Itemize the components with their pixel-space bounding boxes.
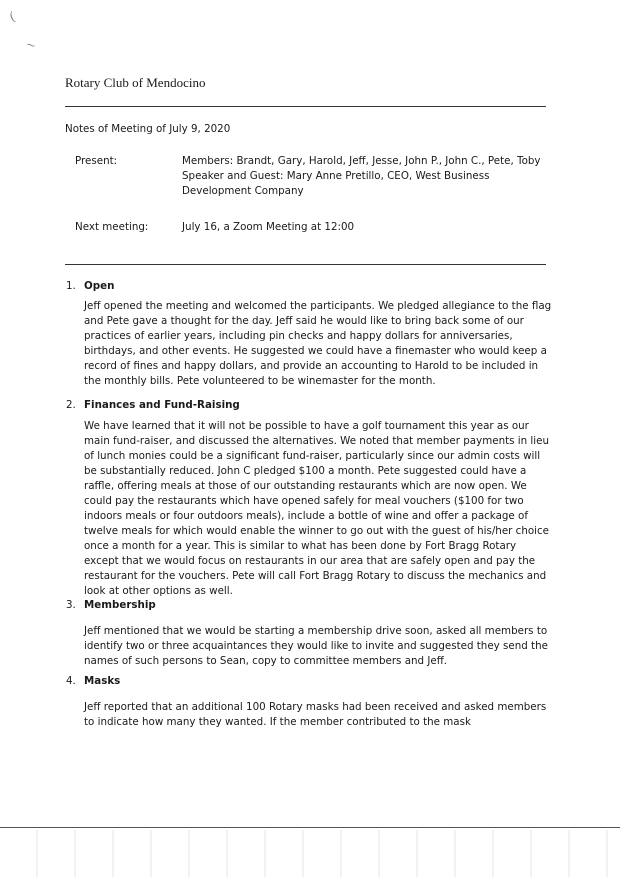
present-list: [182, 154, 542, 199]
section-number: 1.: [66, 280, 76, 292]
section-body: We have learned that it will not be possible to have a golf tournament this year as our main fund-raiser, and discussed the alternatives. We noted that member payments in lieu of lunch monies could be a significant fund-raiser, particularly since our admin costs will be substantially reduced. John C pledged $100 a month. Pete suggested could have a raffle, offering meals at those of our outstanding restaurants which are now open. We could pay the restaurants which have opened safely for meal vouchers ($100 for two indoors meals or four outdoors meals), include a bottle of wine and offer a package of twelve meals for which would enable the winner to go out with the guest of his/her choice once a month for a year. This is similar to what has been done by Fort Bragg Rotary except that we would focus on restaurants in our area that are safely open and pay the restaurant for the vouchers. Pete will call Fort Bragg Rotary to discuss the mechanics and look at other options as well.: [84, 420, 550, 597]
section-number: 2.: [66, 399, 76, 411]
section-title: Open: [84, 280, 115, 292]
section-body: Jeff mentioned that we would be starting a membership drive soon, asked all members to identify two or three acquaintances they would like to invite and suggested they send the names of such persons to Sean, copy to committee members and Jeff.: [84, 625, 548, 667]
scan-artifact: [0, 830, 620, 877]
club-name: Rotary Club of Mendocino: [65, 75, 206, 90]
section-title: Membership: [84, 599, 156, 611]
scan-mark: ~: [24, 36, 38, 54]
members-list: Members: Brandt, Gary, Harold, Jeff, Jesse, John P., John C., Pete, Toby: [182, 155, 541, 167]
meeting-date: Notes of Meeting of July 9, 2020: [65, 123, 231, 135]
section-title: Masks: [84, 675, 121, 687]
next-meeting-value: July 16, a Zoom Meeting at 12:00: [182, 221, 355, 233]
page-edge: [0, 827, 620, 828]
present-label: Present:: [75, 155, 118, 167]
guests-list: Speaker and Guest: Mary Anne Pretillo, CEO, West Business Development Company: [182, 170, 490, 197]
scan-mark: (: [7, 9, 18, 26]
next-meeting-label: Next meeting:: [75, 221, 149, 233]
section-body: Jeff opened the meeting and welcomed the participants. We pledged allegiance to the flag and Pete gave a thought for the day. Jeff said he would like to bring back some of our practices of earlier years, including pin checks and happy dollars for anniversaries, birthdays, and other events. He suggested we could have a finemaster who would keep a record of fines and happy dollars, and provide an accounting to Harold to be included in the monthly bills. Pete volunteered to be winemaster for the month.: [84, 300, 552, 387]
section-title: Finances and Fund-Raising: [84, 399, 240, 411]
divider: [65, 264, 546, 265]
section-number: 4.: [66, 675, 76, 687]
section-body: Jeff reported that an additional 100 Rotary masks had been received and asked members to indicate how many they wanted. If the member contributed to the mask: [84, 701, 547, 728]
section-number: 3.: [66, 599, 76, 611]
divider: [65, 106, 546, 107]
